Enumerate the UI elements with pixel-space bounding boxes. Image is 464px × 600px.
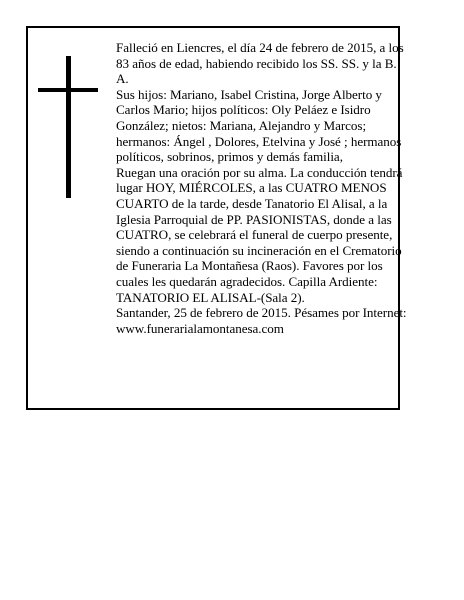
obituary-notice-frame (26, 26, 407, 410)
obituary-line: A. (116, 71, 129, 87)
obituary-line: Iglesia Parroquial de PP. PASIONISTAS, donde a las (116, 211, 392, 227)
obituary-line: TANATORIO EL ALISAL-(Sala 2). (116, 289, 305, 305)
obituary-line: Falleció en Liencres, el día 24 de febrero de 2015, a los (116, 40, 404, 55)
obituary-line: siendo a continuación su incineración en el Crematorio (116, 242, 402, 258)
obituary-line: CUARTO de la tarde, desde Tanatorio El Alisal, a la (116, 195, 388, 211)
obituary-line: 83 años de edad, habiendo recibido los SS. SS. y la B. (116, 55, 397, 71)
obituary-text (116, 40, 424, 336)
obituary-line: políticos, sobrinos, primos y demás familia, (116, 149, 343, 165)
obituary-line: González; nietos: Mariana, Alejandro y Marcos; (116, 117, 367, 133)
obituary-line: CUATRO, se celebrará el funeral de cuerpo presente, (116, 227, 393, 243)
obituary-line: lugar HOY, MIÉRCOLES, a las CUATRO MENOS (116, 180, 387, 196)
cross-vertical-bar (66, 56, 71, 198)
latin-cross-icon (38, 56, 102, 198)
obituary-line: Carlos Mario; hijos políticos: Oly Peláez e Isidro (116, 102, 371, 118)
obituary-line: de Funeraria La Montañesa (Raos). Favores por los (116, 258, 383, 274)
obituary-line: Santander, 25 de febrero de 2015. Pésames por Internet: (116, 305, 407, 321)
obituary-line: hermanos: Ángel , Dolores, Etelvina y José ; hermanos (116, 133, 402, 149)
funeral-home-website: www.funerarialamontanesa.com (116, 320, 284, 336)
obituary-line: cuales les quedarán agradecidos. Capilla Ardiente: (116, 273, 378, 289)
obituary-line: Ruegan una oración por su alma. La conducción tendrá (116, 164, 403, 180)
obituary-line: Sus hijos: Mariano, Isabel Cristina, Jorge Alberto y (116, 86, 382, 102)
cross-horizontal-bar (38, 88, 98, 92)
